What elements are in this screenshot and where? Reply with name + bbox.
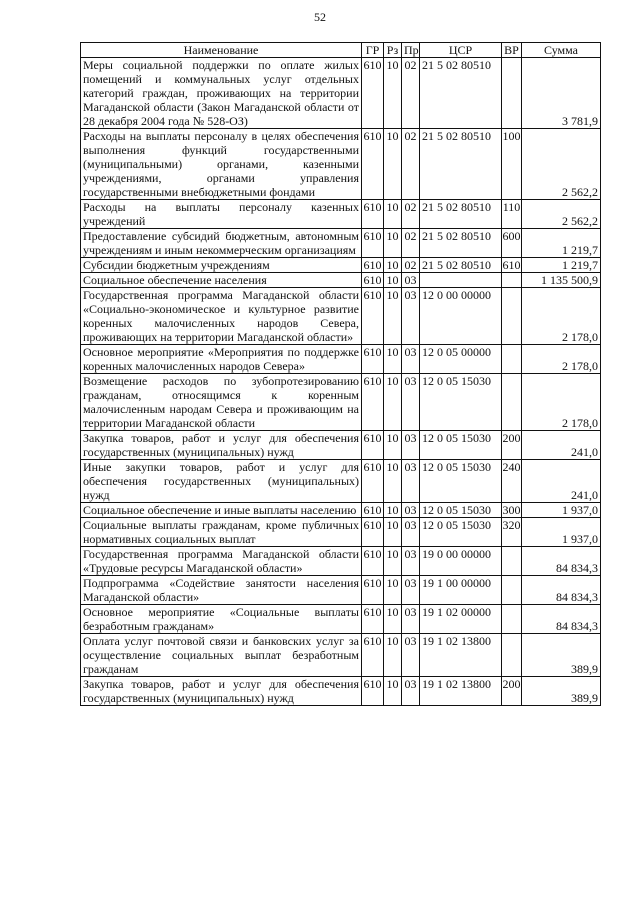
table-row [81,129,601,200]
row-rz: 10 [384,503,402,518]
row-sum: 1 135 500,9 [522,273,601,288]
row-gr: 610 [362,576,384,605]
row-vr: 100 [502,129,522,200]
row-csr: 21 5 02 80510 [420,229,502,258]
row-rz: 10 [384,229,402,258]
row-name: Расходы на выплаты персоналу казенных учреждений [81,200,362,229]
page-number: 52 [314,10,326,24]
row-vr: 600 [502,229,522,258]
row-rz: 10 [384,460,402,503]
row-rz: 10 [384,518,402,547]
row-pr: 03 [402,431,420,460]
row-vr [502,345,522,374]
row-pr: 03 [402,273,420,288]
row-name: Социальное обеспечение населения [81,273,362,288]
row-rz: 10 [384,273,402,288]
row-sum: 1 219,7 [522,229,601,258]
table-body [81,58,601,706]
row-gr: 610 [362,229,384,258]
row-gr: 610 [362,200,384,229]
header-sum: Сумма [522,43,601,58]
row-sum: 389,9 [522,677,601,706]
row-pr: 03 [402,576,420,605]
table-row [81,634,601,677]
table-row [81,345,601,374]
row-rz: 10 [384,58,402,129]
row-vr [502,288,522,345]
row-sum: 389,9 [522,634,601,677]
header-vr: ВР [502,43,522,58]
budget-table [80,42,601,706]
row-csr: 12 0 05 15030 [420,431,502,460]
table-row [81,374,601,431]
row-csr: 19 1 02 13800 [420,677,502,706]
row-vr [502,634,522,677]
row-csr: 21 5 02 80510 [420,129,502,200]
row-gr: 610 [362,518,384,547]
row-rz: 10 [384,576,402,605]
table-row [81,229,601,258]
row-pr: 02 [402,258,420,273]
table-row [81,605,601,634]
header-gr: ГР [362,43,384,58]
row-csr: 12 0 05 15030 [420,374,502,431]
row-vr [502,273,522,288]
row-gr: 610 [362,547,384,576]
row-sum: 84 834,3 [522,605,601,634]
row-name: Оплата услуг почтовой связи и банковских услуг за осуществление социальных выплат безработным гражданам [81,634,362,677]
header-pr: Пр [402,43,420,58]
header-csr: ЦСР [420,43,502,58]
table-row [81,576,601,605]
row-name: Закупка товаров, работ и услуг для обеспечения государственных (муниципальных) нужд [81,677,362,706]
row-name: Закупка товаров, работ и услуг для обеспечения государственных (муниципальных) нужд [81,431,362,460]
table-row [81,273,601,288]
row-name: Основное мероприятие «Мероприятия по поддержке коренных малочисленных народов Севера» [81,345,362,374]
row-vr: 240 [502,460,522,503]
row-pr: 03 [402,677,420,706]
row-gr: 610 [362,288,384,345]
row-pr: 02 [402,58,420,129]
row-pr: 02 [402,200,420,229]
row-pr: 02 [402,229,420,258]
row-csr: 19 1 00 00000 [420,576,502,605]
row-sum: 241,0 [522,460,601,503]
row-vr [502,58,522,129]
table-header-row [81,43,601,58]
row-csr: 21 5 02 80510 [420,258,502,273]
row-csr: 12 0 05 00000 [420,345,502,374]
header-name: Наименование [81,43,362,58]
row-pr: 03 [402,518,420,547]
row-sum: 2 562,2 [522,200,601,229]
row-name: Расходы на выплаты персоналу в целях обеспечения выполнения функций государственными (муниципальными) органами, казенными учреждениями, органами управления государственными внебюджетными фондами [81,129,362,200]
row-sum: 2 178,0 [522,345,601,374]
row-csr: 21 5 02 80510 [420,58,502,129]
row-name: Субсидии бюджетным учреждениям [81,258,362,273]
row-pr: 03 [402,374,420,431]
row-gr: 610 [362,634,384,677]
table-row [81,431,601,460]
row-rz: 10 [384,200,402,229]
row-sum: 241,0 [522,431,601,460]
row-rz: 10 [384,288,402,345]
row-rz: 10 [384,374,402,431]
row-pr: 03 [402,288,420,345]
row-pr: 03 [402,547,420,576]
row-sum: 2 562,2 [522,129,601,200]
row-csr: 19 1 02 00000 [420,605,502,634]
row-vr: 300 [502,503,521,517]
row-csr: 12 0 05 15030 [420,460,502,503]
row-vr: 320 [502,518,522,547]
row-name: Социальное обеспечение и иные выплаты населению [81,503,362,518]
table-row [81,503,601,518]
row-name: Возмещение расходов по зубопротезированию гражданам, относящимся к коренным малочисленным народам Севера и проживающим на территории Магаданской области [81,374,362,431]
row-name: Государственная программа Магаданской области «Социально-экономическое и культурное развитие коренных малочисленных народов Севера, проживающих на территории Магаданской области» [81,288,362,345]
row-vr [502,374,522,431]
row-rz: 10 [384,677,402,706]
row-gr: 610 [362,129,384,200]
row-rz: 10 [384,258,402,273]
table-row [81,547,601,576]
row-csr: 12 0 00 00000 [420,288,502,345]
row-sum: 1 937,0 [522,503,601,518]
row-name: Социальные выплаты гражданам, кроме публичных нормативных социальных выплат [81,518,362,547]
row-vr [502,576,522,605]
table-row [81,460,601,503]
row-gr: 610 [363,273,382,287]
row-rz: 10 [384,129,402,200]
row-vr: 200 [502,677,522,706]
row-name: Государственная программа Магаданской области «Трудовые ресурсы Магаданской области» [81,547,362,576]
row-gr: 610 [363,258,382,272]
row-sum: 3 781,9 [522,58,601,129]
row-vr [502,547,522,576]
row-sum: 2 178,0 [522,374,601,431]
row-pr: 03 [402,634,420,677]
row-csr: 19 1 02 13800 [420,634,502,677]
row-gr: 610 [362,431,384,460]
row-rz: 10 [384,634,402,677]
table-row [81,258,601,273]
row-gr: 610 [362,605,384,634]
row-vr [502,605,522,634]
row-sum: 1 937,0 [522,518,601,547]
row-gr: 610 [362,677,384,706]
table-row [81,288,601,345]
row-csr [420,273,502,288]
row-name: Подпрограмма «Содействие занятости населения Магаданской области» [81,576,362,605]
row-csr: 19 0 00 00000 [420,547,502,576]
row-gr: 610 [362,460,384,503]
row-pr: 03 [402,605,420,634]
row-rz: 10 [384,345,402,374]
row-vr: 610 [502,258,521,272]
row-sum: 84 834,3 [522,547,601,576]
table-row [81,200,601,229]
row-name: Предоставление субсидий бюджетным, автономным учреждениям и иным некоммерческим организациям [81,229,362,258]
header-rz: Рз [384,43,402,58]
row-gr: 610 [363,503,382,517]
table-row [81,58,601,129]
row-csr: 12 0 05 15030 [420,503,502,518]
row-csr: 12 0 05 15030 [420,518,502,547]
row-csr: 21 5 02 80510 [420,200,502,229]
row-gr: 610 [362,374,384,431]
row-rz: 10 [384,431,402,460]
row-sum: 84 834,3 [522,576,601,605]
row-name: Иные закупки товаров, работ и услуг для обеспечения государственных (муниципальных) нужд [81,460,362,503]
table-row [81,677,601,706]
row-pr: 03 [402,503,420,518]
row-gr: 610 [362,58,384,129]
row-rz: 10 [384,605,402,634]
row-vr: 110 [502,200,522,229]
row-gr: 610 [362,345,384,374]
row-sum: 1 219,7 [522,258,601,273]
row-pr: 03 [402,460,420,503]
row-pr: 02 [402,129,420,200]
row-vr: 200 [502,431,522,460]
row-rz: 10 [384,547,402,576]
table-row [81,518,601,547]
row-pr: 03 [402,345,420,374]
row-name: Основное мероприятие «Социальные выплаты безработным гражданам» [81,605,362,634]
row-name: Меры социальной поддержки по оплате жилых помещений и коммунальных услуг отдельных категорий граждан, проживающих на территории Магаданской области (Закон Магаданской области от 28 декабря 2004 года № 528-ОЗ) [81,58,362,129]
row-sum: 2 178,0 [522,288,601,345]
